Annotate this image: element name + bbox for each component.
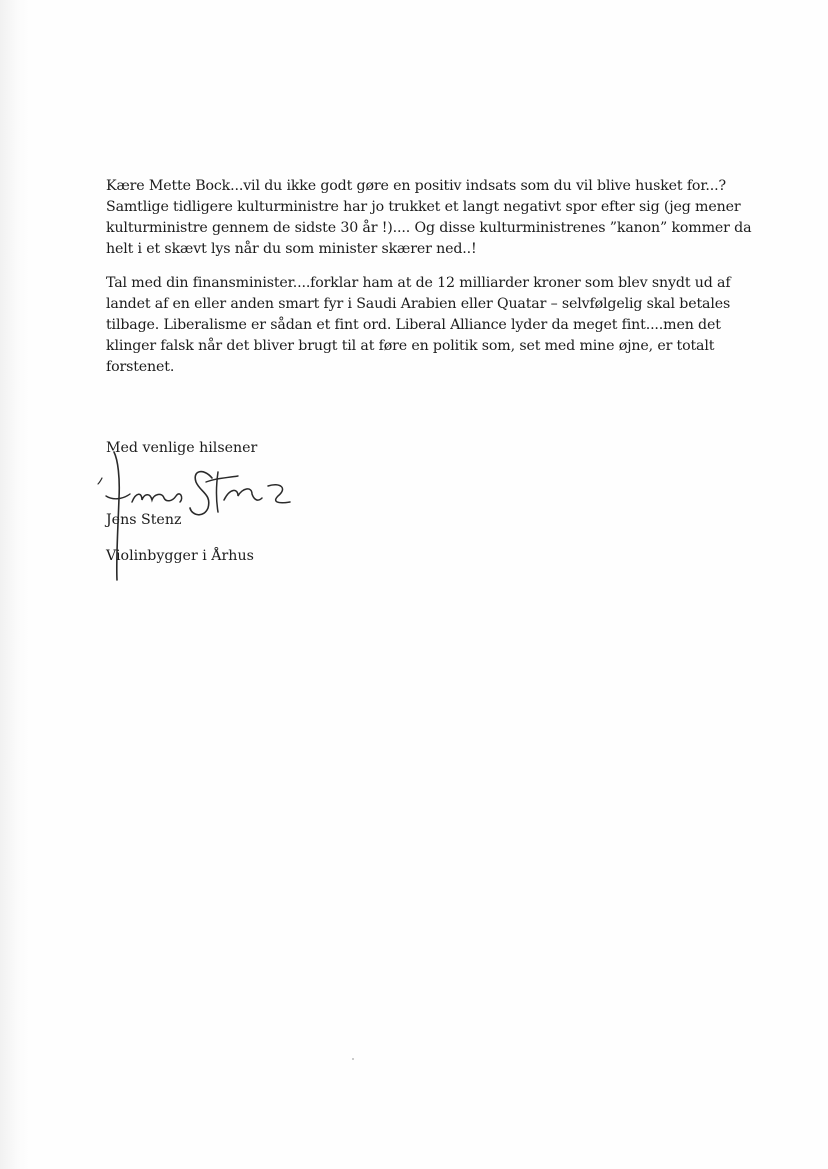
paragraph-1: Kære Mette Bock...vil du ikke godt gøre en positiv indsats som du vil blive husket for...? Samtlige tidligere kulturministre har jo trukket et langt negativt spor efter sig (jeg mener kulturministre gennem de sidste 30 år !).... Og disse kulturministrenes ”kanon” kommer da helt i et skævt lys når du som minister skærer ned..!	[106, 178, 752, 257]
sender-title: Violinbygger i Århus	[106, 548, 254, 564]
scan-edge-shadow	[0, 0, 30, 1169]
letter-body	[106, 176, 766, 391]
sender-name: Jens Stenz	[106, 512, 182, 528]
paragraph-2: Tal med din finansminister....forklar ham at de 12 milliarder kroner som blev snydt ud af landet af en eller anden smart fyr i Saudi Arabien eller Quatar – selvfølgelig skal betales tilbage. Liberalisme er sådan et fint ord. Liberal Alliance lyder da meget fint....men det klinger falsk når det bliver brugt til at føre en politik som, set med mine øjne, er totalt forstenet.	[106, 275, 731, 375]
closing-line: Med venlige hilsener	[106, 440, 258, 456]
scan-speck	[352, 1058, 354, 1060]
